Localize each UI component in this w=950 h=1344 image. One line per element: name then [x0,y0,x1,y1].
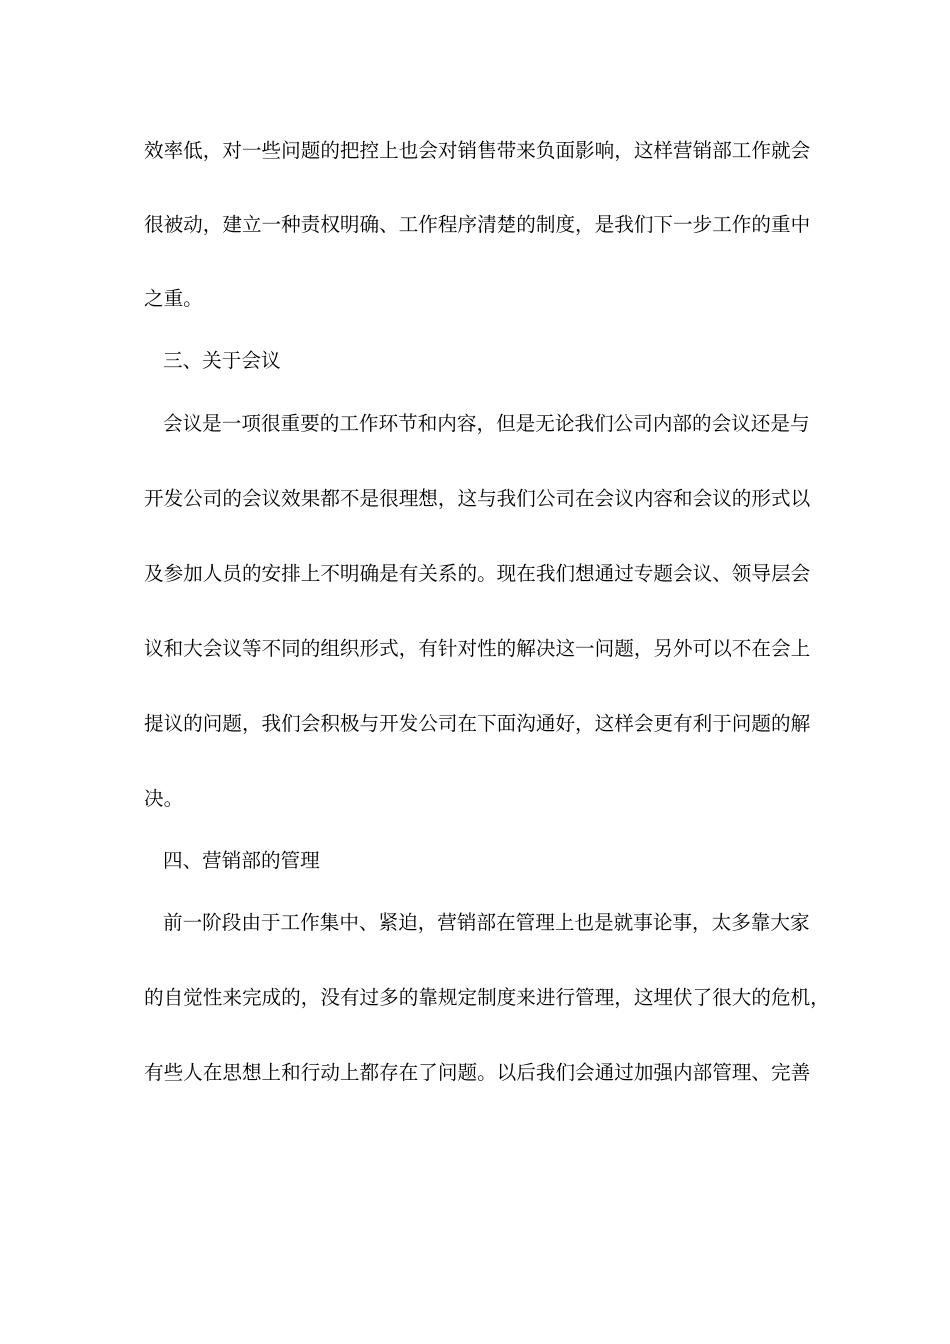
paragraph-line: 及参加人员的安排上不明确是有关系的。现在我们想通过专题会议、领导层会 [144,562,811,585]
paragraph-line: 议和大会议等不同的组织形式，有针对性的解决这一问题，另外可以不在会上 [144,637,811,660]
paragraph-line: 效率低，对一些问题的把控上也会对销售带来负面影响，这样营销部工作就会 [144,139,811,162]
paragraph-line: 决。 [144,787,184,810]
paragraph-line: 很被动，建立一种责权明确、工作程序清楚的制度，是我们下一步工作的重中 [144,213,811,236]
paragraph-line: 会议是一项很重要的工作环节和内容，但是无论我们公司内部的会议还是与 [163,412,810,435]
section-heading: 四、营销部的管理 [163,849,320,872]
paragraph-line: 提议的问题，我们会积极与开发公司在下面沟通好，这样会更有利于问题的解 [144,712,811,735]
paragraph-line: 之重。 [144,287,203,310]
paragraph-line: 有些人在思想上和行动上都存在了问题。以后我们会通过加强内部管理、完善 [144,1061,811,1084]
paragraph-line: 开发公司的会议效果都不是很理想，这与我们公司在会议内容和会议的形式以 [144,487,811,510]
section-heading: 三、关于会议 [163,349,281,372]
paragraph-line: 的自觉性来完成的，没有过多的靠规定制度来进行管理，这埋伏了很大的危机， [144,986,830,1009]
paragraph-line: 前一阶段由于工作集中、紧迫，营销部在管理上也是就事论事，太多靠大家 [163,911,810,934]
